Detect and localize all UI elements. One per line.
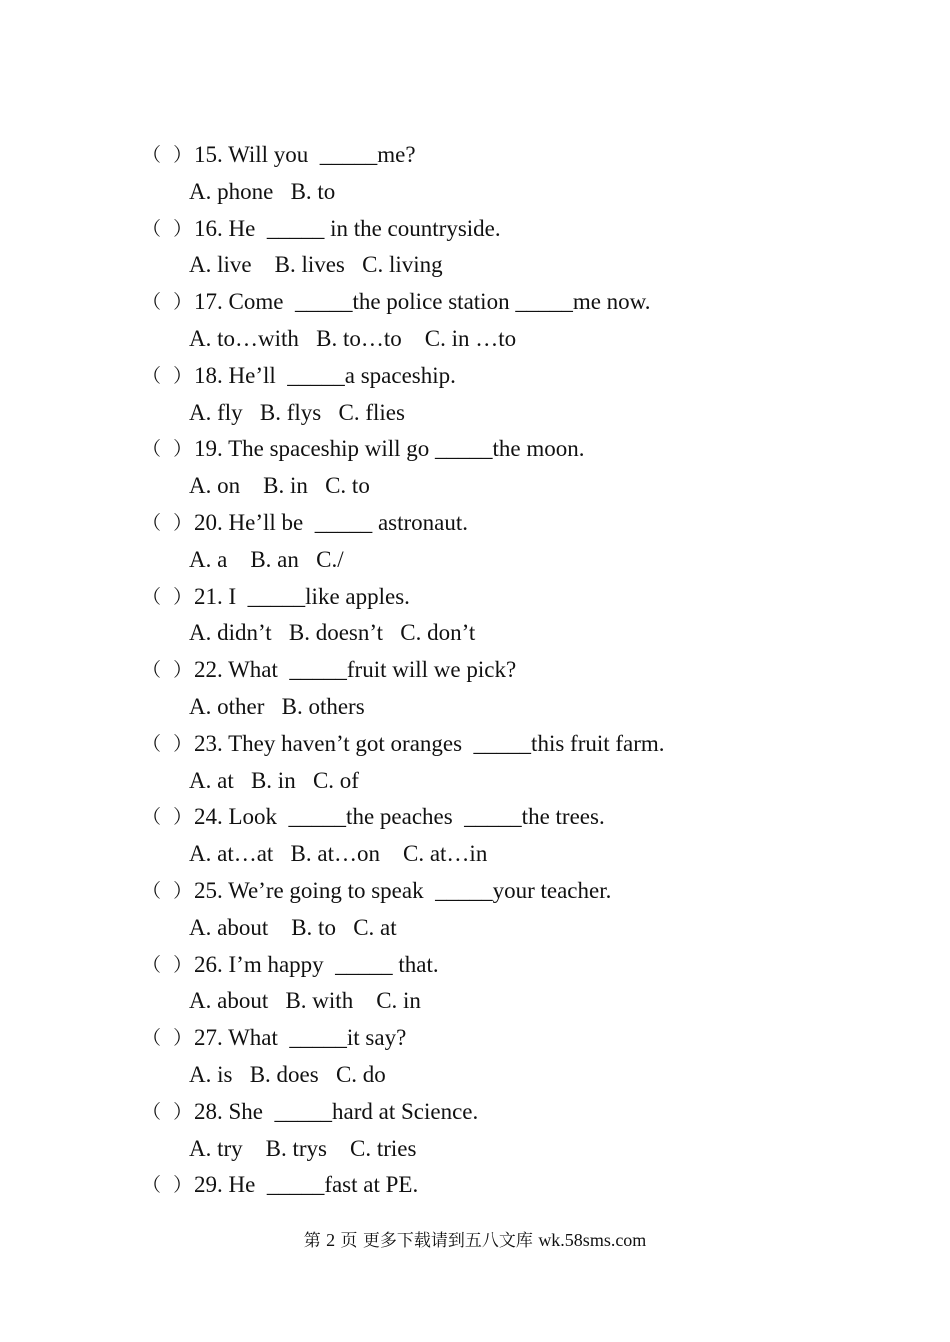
question-line bbox=[142, 726, 862, 763]
question-27 bbox=[142, 1020, 862, 1094]
footer-site-link: wk.58sms.com bbox=[538, 1230, 647, 1250]
answer-blank: （ ） bbox=[142, 732, 193, 755]
question-line bbox=[142, 799, 862, 836]
question-options: A. on B. in C. to bbox=[189, 473, 370, 499]
question-19 bbox=[142, 431, 862, 505]
question-16 bbox=[142, 211, 862, 285]
answer-blank: （ ） bbox=[142, 953, 193, 976]
question-line bbox=[142, 873, 862, 910]
question-text: 17. Come _____the police station _____me now. bbox=[194, 289, 651, 315]
question-options: A. try B. trys C. tries bbox=[189, 1135, 417, 1161]
answer-blank: （ ） bbox=[142, 438, 193, 461]
question-line bbox=[142, 1020, 862, 1057]
question-line bbox=[142, 1167, 862, 1204]
question-line bbox=[142, 137, 862, 174]
answer-blank: （ ） bbox=[142, 1027, 193, 1050]
question-22 bbox=[142, 652, 862, 726]
answer-blank: （ ） bbox=[142, 364, 193, 387]
question-text: 25. We’re going to speak _____your teacher. bbox=[194, 877, 612, 903]
answer-blank: （ ） bbox=[142, 217, 193, 240]
question-line bbox=[142, 1094, 862, 1131]
question-line bbox=[142, 652, 862, 689]
question-text: 21. I _____like apples. bbox=[194, 583, 410, 609]
footer-page-suffix: 页 更多下载请到五八文库 bbox=[335, 1231, 539, 1251]
question-text: 28. She _____hard at Science. bbox=[194, 1098, 479, 1124]
question-28 bbox=[142, 1094, 862, 1168]
answer-blank: （ ） bbox=[142, 511, 193, 534]
question-line bbox=[142, 211, 862, 248]
question-text: 16. He _____ in the countryside. bbox=[194, 215, 501, 241]
answer-blank: （ ） bbox=[142, 585, 193, 608]
question-line bbox=[142, 431, 862, 468]
question-options: A. a B. an C./ bbox=[189, 546, 344, 572]
question-options: A. about B. to C. at bbox=[189, 914, 397, 940]
question-line bbox=[142, 579, 862, 616]
answer-blank: （ ） bbox=[142, 144, 193, 166]
question-20 bbox=[142, 505, 862, 579]
question-text: 24. Look _____the peaches _____the trees. bbox=[194, 804, 605, 830]
question-text: 23. They haven’t got oranges _____this fruit farm. bbox=[194, 730, 665, 756]
question-25 bbox=[142, 873, 862, 947]
question-text: 19. The spaceship will go _____the moon. bbox=[194, 436, 585, 462]
question-options: A. at…at B. at…on C. at…in bbox=[189, 841, 488, 867]
footer-page-prefix: 第 bbox=[303, 1231, 327, 1251]
question-text: 22. What _____fruit will we pick? bbox=[194, 657, 517, 683]
answer-blank: （ ） bbox=[142, 659, 193, 682]
question-line bbox=[142, 947, 862, 984]
answer-blank: （ ） bbox=[142, 291, 193, 314]
question-options: A. is B. does C. do bbox=[189, 1061, 386, 1087]
question-21 bbox=[142, 579, 862, 653]
question-text: 29. He _____fast at PE. bbox=[194, 1172, 419, 1198]
question-text: 20. He’ll be _____ astronaut. bbox=[194, 509, 469, 535]
question-line bbox=[142, 358, 862, 395]
page-footer bbox=[0, 1228, 950, 1253]
question-options: A. live B. lives C. living bbox=[189, 252, 443, 278]
footer-page-number: 2 bbox=[326, 1230, 336, 1250]
question-text: 15. Will you _____me? bbox=[194, 142, 416, 167]
question-options: A. fly B. flys C. flies bbox=[189, 399, 405, 425]
question-text: 18. He’ll _____a spaceship. bbox=[194, 362, 456, 388]
question-17 bbox=[142, 284, 862, 358]
answer-blank: （ ） bbox=[142, 806, 193, 829]
question-line bbox=[142, 284, 862, 321]
answer-blank: （ ） bbox=[142, 1100, 193, 1123]
question-text: 26. I’m happy _____ that. bbox=[194, 951, 439, 977]
question-options: A. to…with B. to…to C. in …to bbox=[189, 325, 517, 351]
question-options: A. about B. with C. in bbox=[189, 988, 421, 1014]
question-15 bbox=[142, 137, 862, 211]
question-24 bbox=[142, 799, 862, 873]
question-options: A. phone B. to bbox=[189, 178, 336, 204]
question-options: A. didn’t B. doesn’t C. don’t bbox=[189, 620, 476, 646]
question-23 bbox=[142, 726, 862, 800]
question-options: A. at B. in C. of bbox=[189, 767, 359, 793]
question-26 bbox=[142, 947, 862, 1021]
question-18 bbox=[142, 358, 862, 432]
answer-blank: （ ） bbox=[142, 1174, 193, 1197]
question-list bbox=[142, 137, 862, 1204]
question-options: A. other B. others bbox=[189, 693, 365, 719]
question-29 bbox=[142, 1167, 862, 1204]
question-text: 27. What _____it say? bbox=[194, 1025, 407, 1051]
answer-blank: （ ） bbox=[142, 879, 193, 902]
question-line bbox=[142, 505, 862, 542]
